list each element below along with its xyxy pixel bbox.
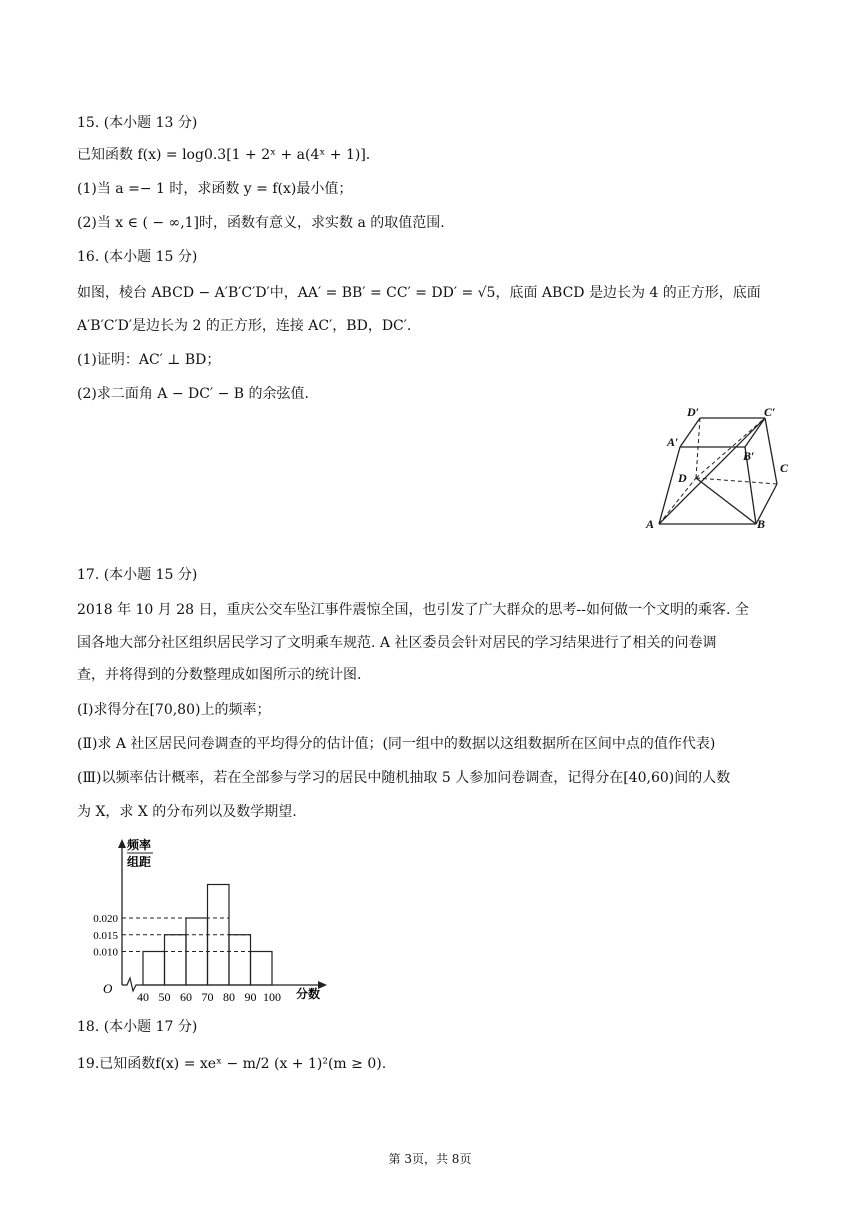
edge-A1-D1: [680, 418, 700, 447]
y-tick-label: 0.015: [93, 929, 118, 942]
x-tick-label: 70: [201, 990, 214, 1004]
page-footer: 第 3页，共 8页: [388, 1152, 472, 1166]
p17-q3-line1: (Ⅲ)以频率估计概率，若在全部参与学习的居民中随机抽取 5 人参加问卷调查，记得分在[40,60)间的人数: [77, 770, 731, 786]
y-tick-label: 0.010: [93, 946, 118, 959]
x-label: 分数: [296, 987, 321, 1001]
frustum-figure: [640, 400, 810, 535]
origin-label: O: [103, 981, 113, 996]
p15-header: 15. (本小题 13 分): [77, 115, 198, 131]
x-tick-label: 90: [244, 990, 257, 1004]
histogram-bar: [229, 935, 251, 985]
x-tick-label: 40: [137, 990, 149, 1004]
y-label-top: 频率: [127, 838, 152, 852]
label-A: A: [646, 517, 655, 531]
histogram-bar: [208, 885, 230, 986]
p17-para-line3: 查，并将得到的分数整理成如图所示的统计图.: [77, 667, 362, 683]
histogram-bar: [165, 935, 187, 985]
label-A1: A′: [667, 435, 679, 449]
p16-q1: (1)证明：AC′ ⊥ BD；: [77, 352, 221, 368]
p17-q1: (Ⅰ)求得分在[70,80)上的频率；: [77, 702, 271, 718]
x-tick-label: 100: [263, 990, 281, 1004]
p17-q3-line2: 为 X，求 X 的分布列以及数学期望.: [77, 804, 297, 820]
p15-q2: (2)当 x ∈ ( − ∞,1]时，函数有意义，求实数 a 的取值范围.: [77, 215, 445, 231]
edge-B1-C1: [745, 418, 765, 447]
y-axis-arrow: [118, 839, 126, 848]
label-D1: D′: [687, 405, 700, 419]
p17-para-line2: 国各地大部分社区组织居民学习了文明乘车规范. A 社区委员会针对居民的学习结果进行了相关的问卷调: [77, 635, 717, 651]
p17-header: 17. (本小题 15 分): [77, 567, 198, 583]
p15-stem: [77, 145, 370, 165]
hidden-edge-D-C: [696, 478, 777, 484]
p18-header: 18. (本小题 17 分): [77, 1019, 198, 1035]
edge-C-C1: [765, 418, 777, 484]
p17-q2: (Ⅱ)求 A 社区居民问卷调查的平均得分的估计值；(同一组中的数据以这组数据所在区间中点的值作代表): [77, 736, 716, 752]
edge-A-A1: [659, 447, 680, 524]
p16-q2: (2)求二面角 A − DC′ − B 的余弦值.: [77, 386, 309, 402]
y-label-bottom: 组距: [127, 855, 152, 869]
p19-header: 19.已知函数f(x) = xeˣ − m/2 (x + 1)²(m ≥ 0).: [77, 1056, 387, 1072]
x-tick-label: 80: [223, 990, 235, 1004]
label-B: B: [757, 517, 766, 531]
hidden-edge-D-C1: [696, 418, 765, 478]
diag-D-B: [696, 478, 756, 524]
x-tick-label: 50: [158, 990, 171, 1004]
label-C: C: [780, 461, 789, 475]
frequency-histogram: [75, 835, 335, 1005]
hidden-edge-D-D1: [696, 418, 700, 478]
histogram-bar: [251, 952, 273, 986]
histogram-bar: [143, 952, 165, 986]
x-tick-label: 60: [180, 990, 192, 1004]
p16-stem-line2: A′B′C′D′是边长为 2 的正方形，连接 AC′，BD，DC′.: [77, 318, 412, 334]
p15-q1: (1)当 a =− 1 时，求函数 y = f(x)最小值；: [77, 181, 353, 197]
p16-stem-line1: 如图，棱台 ABCD − A′B′C′D′中，AA′ = BB′ = CC′ = DD′ = √5，底面 ABCD 是边长为 4 的正方形，底面: [77, 285, 761, 301]
diag-A-C1: [659, 418, 765, 524]
y-tick-label: 0.020: [93, 913, 118, 925]
label-B1: B′: [743, 449, 755, 463]
histogram-bar: [186, 918, 208, 985]
p15-stem-text: 已知函数 f(x) = log0.3[1 + 2ˣ + a(4ˣ + 1)].: [77, 147, 371, 163]
p17-para-line1: 2018 年 10 月 28 日，重庆公交车坠江事件震惊全国，也引发了广大群众的思考--如何做一个文明的乘客. 全: [77, 602, 749, 618]
label-D: D: [678, 471, 687, 485]
p16-header: 16. (本小题 15 分): [77, 249, 198, 265]
label-C1: C′: [764, 405, 776, 419]
